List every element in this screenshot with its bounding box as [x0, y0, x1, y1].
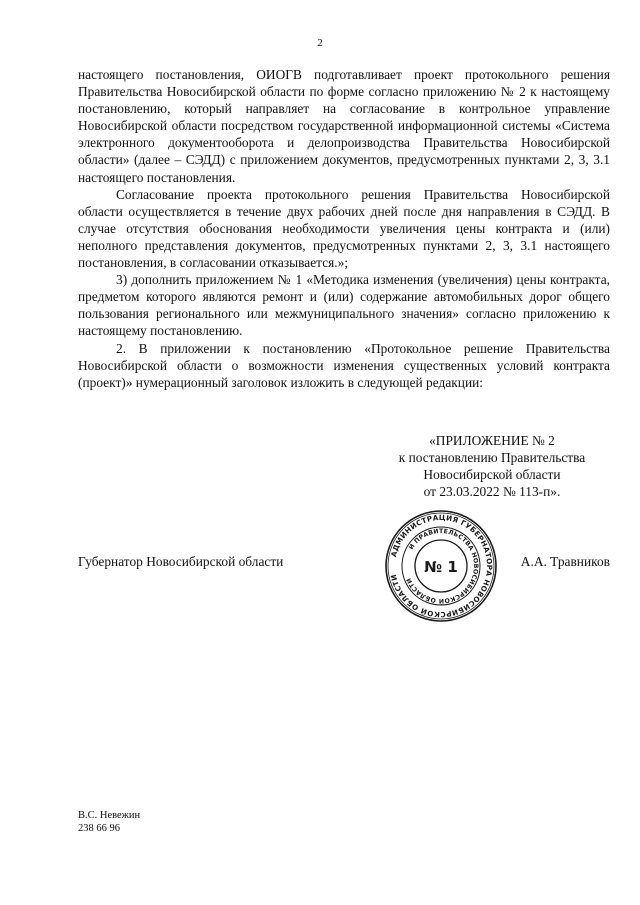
- page-number: 2: [317, 37, 323, 49]
- paragraph-approval: Согласование проекта протокольного решения Правительства Новосибирской области осуществляется в течение двух рабочих дней после дня направления в СЭДД. В случае отсутствия обоснования необходимости увеличения цены контракта и (или) неполного представления документов, предусмотренных пунктами 2, 3, 3.1 настоящего постановления, в согласовании отказывается.»;: [78, 186, 610, 271]
- appendix-line: Новосибирской области: [423, 467, 561, 483]
- paragraph-item-3: 3) дополнить приложением № 1 «Методика изменения (увеличения) цены контракта, предметом которого являются ремонт и (или) содержание автомобильных дорог общего пользования регионального или межмуниципального значения» согласно приложению к настоящему постановлению.: [78, 272, 610, 339]
- executor-name: В.С. Невежин: [78, 810, 141, 821]
- svg-text:И ПРАВИТЕЛЬСТВА НОВОСИБИРСКОЙ: И ПРАВИТЕЛЬСТВА НОВОСИБИРСКОЙ ОБЛАСТИ: [405, 527, 480, 605]
- appendix-heading: [392, 432, 592, 500]
- signatory-title: Губернатор Новосибирской области: [78, 554, 284, 569]
- appendix-line: «ПРИЛОЖЕНИЕ № 2: [429, 433, 555, 448]
- seal-number: № 1: [424, 558, 458, 576]
- official-seal: [383, 508, 499, 624]
- appendix-line: от 23.03.2022 № 113-п».: [423, 484, 561, 500]
- executor-info: [78, 809, 140, 835]
- executor-phone: 238 66 96: [78, 823, 120, 834]
- signatory-name: А.А. Травников: [520, 554, 610, 569]
- document-body: [78, 66, 610, 391]
- paragraph-continuation: настоящего постановления, ОИОГВ подготавливает проект протокольного решения Правительства Новосибирской области по форме согласно приложению № 2 к настоящему постановлению, который направляет на согласование в контрольное управление Новосибирской области посредством государственной информационной системы «Система электронного документооборота и делопроизводства Правительства Новосибирской области» (далее – СЭДД) с приложением документов, предусмотренных пунктами 2, 3, 3.1 настоящего постановления.: [78, 67, 610, 185]
- svg-text:АДМИНИСТРАЦИЯ ГУБЕРНАТОРА НОВО: АДМИНИСТРАЦИЯ ГУБЕРНАТОРА НОВОСИБИРСКОЙ ОБЛАСТИ: [388, 512, 495, 620]
- appendix-line: к постановлению Правительства: [398, 450, 586, 466]
- paragraph-item-2: 2. В приложении к постановлению «Протокольное решение Правительства Новосибирской области о возможности изменения существенных условий контракта (проект)» нумерационный заголовок изложить в следующей редакции:: [78, 340, 610, 390]
- signature-block: [78, 554, 610, 574]
